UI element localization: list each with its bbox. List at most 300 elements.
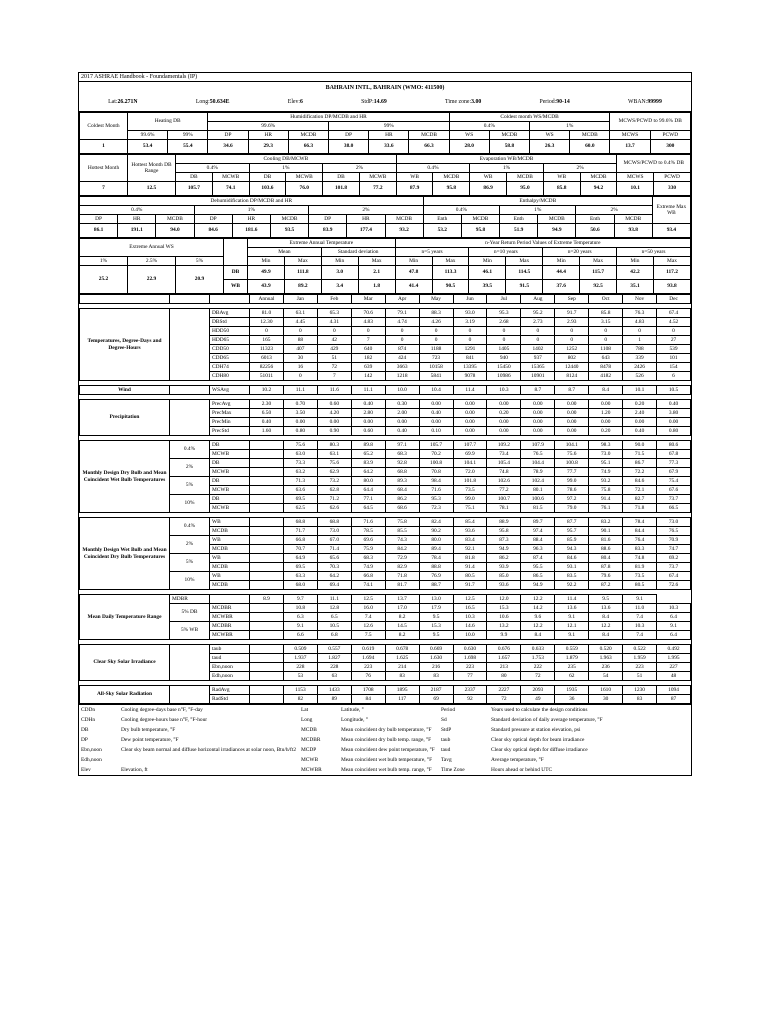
value: 44.4 bbox=[543, 266, 580, 280]
value: 12.1 bbox=[555, 622, 589, 631]
value: 73.0 bbox=[317, 527, 351, 536]
value: 407 bbox=[283, 345, 317, 354]
value: 74.3 bbox=[385, 536, 419, 545]
value: 0.40 bbox=[623, 427, 657, 436]
value: 0 bbox=[453, 327, 487, 336]
legend-abbr: Lat bbox=[301, 706, 309, 713]
value: 68.0 bbox=[283, 581, 317, 590]
value: 54 bbox=[589, 672, 623, 681]
value: 105.4 bbox=[487, 459, 521, 468]
value: 0 bbox=[283, 327, 317, 336]
value: 10.3 bbox=[623, 622, 657, 631]
blank bbox=[250, 604, 284, 613]
value: 83 bbox=[623, 695, 657, 704]
meta-item bbox=[361, 94, 387, 111]
value: 73.3 bbox=[283, 459, 317, 468]
value: 0 bbox=[589, 336, 623, 345]
value: 1230 bbox=[623, 686, 657, 695]
legend-desc: Years used to calculate the design conditions bbox=[491, 706, 588, 713]
pct-header: 0.4% bbox=[423, 206, 499, 215]
value: 10.1 bbox=[623, 386, 657, 395]
value: 74.7 bbox=[657, 545, 691, 554]
extreme-blank bbox=[224, 239, 248, 266]
pct-header: 2% bbox=[323, 164, 397, 173]
value: 92.5 bbox=[580, 280, 617, 294]
value: 9.1 bbox=[657, 622, 691, 631]
col-header: HR bbox=[248, 131, 288, 140]
value: 0.520 bbox=[589, 645, 623, 654]
value: 91.4 bbox=[453, 563, 487, 572]
value: 81.8 bbox=[453, 554, 487, 563]
value: 42 bbox=[317, 336, 351, 345]
col-header: MCDB bbox=[580, 173, 617, 182]
sub-label: 5% bbox=[170, 477, 210, 495]
value: 11.1 bbox=[317, 595, 351, 604]
blank bbox=[250, 631, 284, 640]
hottest-month-table bbox=[79, 154, 691, 196]
value: 95.8 bbox=[487, 527, 521, 536]
value: 0.00 bbox=[521, 418, 555, 427]
dehumidification-table bbox=[79, 196, 691, 238]
value: 102.6 bbox=[487, 477, 521, 486]
value: 75.6 bbox=[317, 459, 351, 468]
value: 73.0 bbox=[657, 518, 691, 527]
row-label: CDH80 bbox=[210, 372, 250, 381]
row-label: RadAvg bbox=[210, 686, 250, 695]
row-label: PrecMin bbox=[210, 418, 250, 427]
month-header: Jun bbox=[453, 295, 487, 304]
value: 97.2 bbox=[555, 495, 589, 504]
value: 1.963 bbox=[589, 654, 623, 663]
value: 69.5 bbox=[283, 563, 317, 572]
value: 84.2 bbox=[385, 545, 419, 554]
value: 93.6 bbox=[453, 527, 487, 536]
value: 3.19 bbox=[453, 318, 487, 327]
return-period-header: n-Year Return Period Values of Extreme Temperature bbox=[395, 239, 690, 248]
mcws-pcwd-header: MCWS/PCWD to 99.6% DB bbox=[610, 113, 691, 131]
sub-label: 5% bbox=[170, 554, 210, 572]
value: 76.3 bbox=[623, 309, 657, 318]
value: 6.8 bbox=[317, 631, 351, 640]
row-label: MCDB bbox=[210, 563, 250, 572]
value: 104.1 bbox=[453, 459, 487, 468]
value: 87 bbox=[657, 695, 691, 704]
sub-label: 10% bbox=[170, 495, 210, 513]
value: 50.6 bbox=[576, 224, 614, 238]
value: 7.4 bbox=[623, 631, 657, 640]
value: 70.6 bbox=[351, 309, 385, 318]
value: 1252 bbox=[555, 345, 589, 354]
blank bbox=[250, 459, 284, 468]
value: 90.0 bbox=[623, 441, 657, 450]
meta-item bbox=[196, 94, 230, 111]
value: 2.1 bbox=[358, 266, 395, 280]
blank bbox=[170, 686, 210, 704]
col-header: DP bbox=[80, 215, 118, 224]
value: 83.5 bbox=[555, 572, 589, 581]
blank bbox=[170, 309, 210, 381]
value: 0 bbox=[351, 327, 385, 336]
value: 6013 bbox=[250, 354, 284, 363]
value: 67.6 bbox=[657, 486, 691, 495]
value: 88.3 bbox=[419, 309, 453, 318]
value: 80.0 bbox=[351, 477, 385, 486]
legend-row bbox=[79, 725, 691, 735]
value: 95.7 bbox=[555, 527, 589, 536]
col-header: Min bbox=[395, 257, 432, 266]
value: 0.669 bbox=[419, 645, 453, 654]
evaporation-header: Evaporation WB/MCDB bbox=[396, 155, 617, 164]
value: 0 bbox=[419, 327, 453, 336]
value: 63.3 bbox=[283, 572, 317, 581]
value: 940 bbox=[487, 354, 521, 363]
legend-abbr: MCWBR bbox=[301, 766, 322, 773]
value: 53.2 bbox=[423, 224, 461, 238]
value: 10.6 bbox=[487, 613, 521, 622]
value: 15365 bbox=[521, 363, 555, 372]
month-header: Feb bbox=[317, 295, 351, 304]
value: 69 bbox=[419, 695, 453, 704]
pct-header: 1% bbox=[500, 206, 576, 215]
row-label: CDD50 bbox=[210, 345, 250, 354]
pct-header: 1% bbox=[194, 206, 309, 215]
legend-abbr: MCWB bbox=[301, 756, 319, 763]
coldest-wind-header: Coldest month WS/MCDB bbox=[449, 113, 610, 122]
value: 4.83 bbox=[623, 318, 657, 327]
legend-desc: Longitude, ° bbox=[341, 716, 369, 723]
value: 71.8 bbox=[623, 504, 657, 513]
value: 1188 bbox=[419, 345, 453, 354]
value: 9.1 bbox=[555, 631, 589, 640]
value: 6 bbox=[657, 372, 691, 381]
pct-header: 0.4% bbox=[449, 122, 529, 131]
blank bbox=[170, 400, 210, 436]
col-header: Enth bbox=[423, 215, 461, 224]
value: 67.9 bbox=[657, 468, 691, 477]
value: 4182 bbox=[589, 372, 623, 381]
value: 71.6 bbox=[419, 486, 453, 495]
value: 75.8 bbox=[385, 518, 419, 527]
value: 8.4 bbox=[521, 631, 555, 640]
value: 235 bbox=[555, 663, 589, 672]
value: 87.3 bbox=[487, 536, 521, 545]
value: 2.73 bbox=[521, 318, 555, 327]
legend-desc bbox=[119, 755, 299, 765]
meta-value: 90-14 bbox=[556, 99, 570, 105]
value: 9.5 bbox=[419, 631, 453, 640]
meta-item bbox=[108, 94, 137, 111]
month-header: Jan bbox=[283, 295, 317, 304]
month-header: Sep bbox=[555, 295, 589, 304]
legend-desc: Standard deviation of daily average temperature, °F bbox=[491, 716, 603, 723]
value: 82.7 bbox=[623, 495, 657, 504]
value: 67.4 bbox=[657, 309, 691, 318]
blank bbox=[250, 441, 284, 450]
value: 82 bbox=[283, 695, 317, 704]
value: 68.3 bbox=[385, 450, 419, 459]
value: 25.2 bbox=[80, 266, 128, 294]
legend-desc: Dew point temperature, °F bbox=[121, 736, 179, 743]
col-header: MCDB bbox=[270, 215, 308, 224]
value: 214 bbox=[385, 663, 419, 672]
value: 74.8 bbox=[623, 554, 657, 563]
meta-value: 3.00 bbox=[471, 99, 482, 105]
value: 3.4 bbox=[321, 280, 358, 294]
col-header: MCWB bbox=[359, 173, 396, 182]
value: 0.00 bbox=[555, 409, 589, 418]
value: 80.0 bbox=[419, 536, 453, 545]
value: 80.4 bbox=[589, 554, 623, 563]
value: 0.00 bbox=[521, 409, 555, 418]
row-label: MCWB bbox=[210, 468, 250, 477]
value: 0.40 bbox=[657, 400, 691, 409]
col-header: WB bbox=[543, 173, 580, 182]
hot-pcwd-header: MCWS/PCWD to 0.4% DB bbox=[617, 155, 691, 173]
value: 105.7 bbox=[419, 441, 453, 450]
value: 12.6 bbox=[351, 622, 385, 631]
value: 12.30 bbox=[250, 318, 284, 327]
row-label: CDD65 bbox=[210, 354, 250, 363]
value: 1108 bbox=[589, 345, 623, 354]
row-label: MCWB bbox=[210, 486, 250, 495]
value: 87.2 bbox=[589, 581, 623, 590]
value: 723 bbox=[419, 354, 453, 363]
value: 424 bbox=[385, 354, 419, 363]
extreme-temp-header: Extreme Annual Temperature bbox=[248, 239, 396, 248]
legend-desc: Mean coincident dry bulb temp. range, °F bbox=[341, 736, 432, 743]
value: 1.879 bbox=[555, 654, 589, 663]
value: 8.7 bbox=[555, 386, 589, 395]
meta-value: 99999 bbox=[647, 99, 662, 105]
value: 10.1 bbox=[617, 182, 654, 196]
value: 0.00 bbox=[317, 418, 351, 427]
value: 91.5 bbox=[506, 280, 543, 294]
value: 95.2 bbox=[521, 309, 555, 318]
value: 63.1 bbox=[283, 309, 317, 318]
value: 0.630 bbox=[453, 645, 487, 654]
value: 0.492 bbox=[657, 645, 691, 654]
value: 10.5 bbox=[317, 622, 351, 631]
value: 10986 bbox=[487, 372, 521, 381]
value: 11.0 bbox=[623, 604, 657, 613]
value: 8478 bbox=[589, 363, 623, 372]
value: 64.2 bbox=[351, 468, 385, 477]
sub-label: 10% bbox=[170, 572, 210, 590]
legend-abbr: MCDB bbox=[301, 726, 317, 733]
value: 94.2 bbox=[580, 182, 617, 196]
value: 71.5 bbox=[623, 450, 657, 459]
legend-row bbox=[79, 755, 691, 765]
value: 73.0 bbox=[589, 450, 623, 459]
value: 0.00 bbox=[521, 400, 555, 409]
group-title: Mean Daily Temperature Range bbox=[80, 595, 170, 640]
value: 28.0 bbox=[449, 140, 489, 154]
value: 81.5 bbox=[521, 504, 555, 513]
value: 640 bbox=[351, 345, 385, 354]
value: 47.8 bbox=[395, 266, 432, 280]
value: 77.2 bbox=[359, 182, 396, 196]
value: 12.8 bbox=[317, 604, 351, 613]
value: 8.4 bbox=[589, 613, 623, 622]
value: 78.5 bbox=[351, 527, 385, 536]
value: 1.995 bbox=[657, 654, 691, 663]
blank bbox=[170, 295, 210, 304]
value: 6.4 bbox=[657, 613, 691, 622]
value: 76.1 bbox=[589, 504, 623, 513]
legend-desc: Elevation, ft bbox=[121, 766, 148, 773]
value: 0.00 bbox=[453, 409, 487, 418]
value: 93.6 bbox=[487, 581, 521, 590]
value: 0.00 bbox=[419, 400, 453, 409]
value: 2.80 bbox=[351, 409, 385, 418]
col-header: HR bbox=[347, 215, 385, 224]
value: 74.1 bbox=[212, 182, 249, 196]
value: 87.8 bbox=[589, 563, 623, 572]
value: 0.40 bbox=[351, 400, 385, 409]
value: 92.8 bbox=[385, 459, 419, 468]
value: 7 bbox=[80, 182, 128, 196]
value: 3.50 bbox=[283, 409, 317, 418]
value: 107.9 bbox=[521, 441, 555, 450]
legend-desc: Clear sky optical depth for beam irradiance bbox=[491, 736, 585, 743]
value: 117 bbox=[385, 695, 419, 704]
value: 105.7 bbox=[176, 182, 213, 196]
value: 95.0 bbox=[507, 182, 544, 196]
value: 1.698 bbox=[453, 654, 487, 663]
value: 0.40 bbox=[385, 427, 419, 436]
value: 81.9 bbox=[623, 563, 657, 572]
col-header: Max bbox=[580, 257, 617, 266]
value: 1402 bbox=[521, 345, 555, 354]
value: 71.8 bbox=[385, 572, 419, 581]
value: 639 bbox=[351, 363, 385, 372]
legend-row bbox=[79, 715, 691, 725]
value: 84.4 bbox=[623, 527, 657, 536]
blank bbox=[250, 654, 284, 663]
value: 1.694 bbox=[351, 654, 385, 663]
row-label: WB bbox=[224, 280, 248, 294]
value: 68.8 bbox=[317, 518, 351, 527]
value: 74.1 bbox=[351, 581, 385, 590]
hottest-range-header: Hottest Month DB Range bbox=[128, 155, 176, 182]
value: 95.5 bbox=[521, 563, 555, 572]
col-header: MCDB bbox=[156, 215, 194, 224]
col-header: MCDB bbox=[461, 215, 499, 224]
pct-header: 99.6% bbox=[208, 122, 329, 131]
value: 1.8 bbox=[358, 280, 395, 294]
value: 96.3 bbox=[521, 545, 555, 554]
col-header: DB bbox=[176, 173, 213, 182]
value: 0.00 bbox=[385, 418, 419, 427]
value: 0.10 bbox=[419, 427, 453, 436]
value: 78.9 bbox=[521, 468, 555, 477]
value: 99.0 bbox=[453, 495, 487, 504]
value: 2.93 bbox=[555, 318, 589, 327]
row-label: MCDBR bbox=[210, 604, 250, 613]
table-row bbox=[80, 595, 691, 604]
value: 98.3 bbox=[589, 441, 623, 450]
legend-abbr: taub bbox=[441, 736, 451, 743]
value: 1.625 bbox=[385, 654, 419, 663]
value: 11.1 bbox=[283, 386, 317, 395]
month-header: Jul bbox=[487, 295, 521, 304]
dehum-header: Dehumidification DP/MCDB and HR bbox=[80, 197, 424, 206]
row-label: CDH74 bbox=[210, 363, 250, 372]
value: 68.6 bbox=[385, 504, 419, 513]
value: 70.8 bbox=[419, 468, 453, 477]
value: 9.5 bbox=[589, 595, 623, 604]
value: 20.9 bbox=[176, 266, 224, 294]
value: 0.00 bbox=[555, 418, 589, 427]
value: 67.0 bbox=[317, 536, 351, 545]
sub-label: 5% WB bbox=[170, 622, 210, 640]
value: 38.0 bbox=[329, 140, 369, 154]
value: 78.4 bbox=[623, 518, 657, 527]
value: 76.4 bbox=[623, 536, 657, 545]
value: 102.4 bbox=[521, 477, 555, 486]
blank bbox=[250, 536, 284, 545]
value: 101.8 bbox=[453, 477, 487, 486]
col-header: HR bbox=[118, 215, 156, 224]
value: 8.4 bbox=[589, 386, 623, 395]
value: 84.6 bbox=[194, 224, 232, 238]
legend-desc: Clear sky beam normal and diffuse horizontal irradiances at solar noon, Btu/h/ft2 bbox=[121, 746, 297, 753]
value: 90.5 bbox=[432, 280, 469, 294]
value: 34.6 bbox=[208, 140, 248, 154]
value: 874 bbox=[385, 345, 419, 354]
value: 72.1 bbox=[623, 486, 657, 495]
value: 0.00 bbox=[487, 400, 521, 409]
value: 66.8 bbox=[283, 536, 317, 545]
value: 0 bbox=[521, 336, 555, 345]
blank bbox=[250, 477, 284, 486]
value: 1405 bbox=[487, 345, 521, 354]
value: 84.6 bbox=[555, 554, 589, 563]
legend-abbr: DP bbox=[81, 736, 88, 743]
value: 41.4 bbox=[395, 280, 432, 294]
value: 0.00 bbox=[453, 418, 487, 427]
value: 1433 bbox=[317, 686, 351, 695]
legend-abbr: Sd bbox=[441, 716, 447, 723]
legend-abbr: Elev bbox=[81, 766, 91, 773]
value: 16.0 bbox=[351, 604, 385, 613]
pct-header: 0.4% bbox=[80, 206, 195, 215]
value: 0.00 bbox=[351, 418, 385, 427]
value: 100.6 bbox=[521, 495, 555, 504]
value: 77.7 bbox=[555, 468, 589, 477]
value: 0 bbox=[283, 372, 317, 381]
value: 9.1 bbox=[555, 613, 589, 622]
value: 83.9 bbox=[351, 459, 385, 468]
value: 70.7 bbox=[283, 545, 317, 554]
table-row bbox=[80, 309, 691, 318]
value: 36 bbox=[555, 695, 589, 704]
value: 8.4 bbox=[589, 631, 623, 640]
hottest-month-label: Hottest Month bbox=[80, 155, 128, 182]
value: 6.50 bbox=[250, 409, 284, 418]
legend-abbr: Edh,noon bbox=[81, 756, 102, 763]
meta-value: 50.634E bbox=[209, 99, 230, 105]
value: 1 bbox=[623, 336, 657, 345]
value: 9.7 bbox=[283, 595, 317, 604]
value: 35.1 bbox=[617, 280, 654, 294]
table-row bbox=[80, 477, 691, 486]
value: 64.2 bbox=[317, 572, 351, 581]
col-header: MCDB bbox=[489, 131, 529, 140]
value: 92.2 bbox=[555, 581, 589, 590]
value: 71.2 bbox=[317, 495, 351, 504]
value: 2337 bbox=[453, 686, 487, 695]
